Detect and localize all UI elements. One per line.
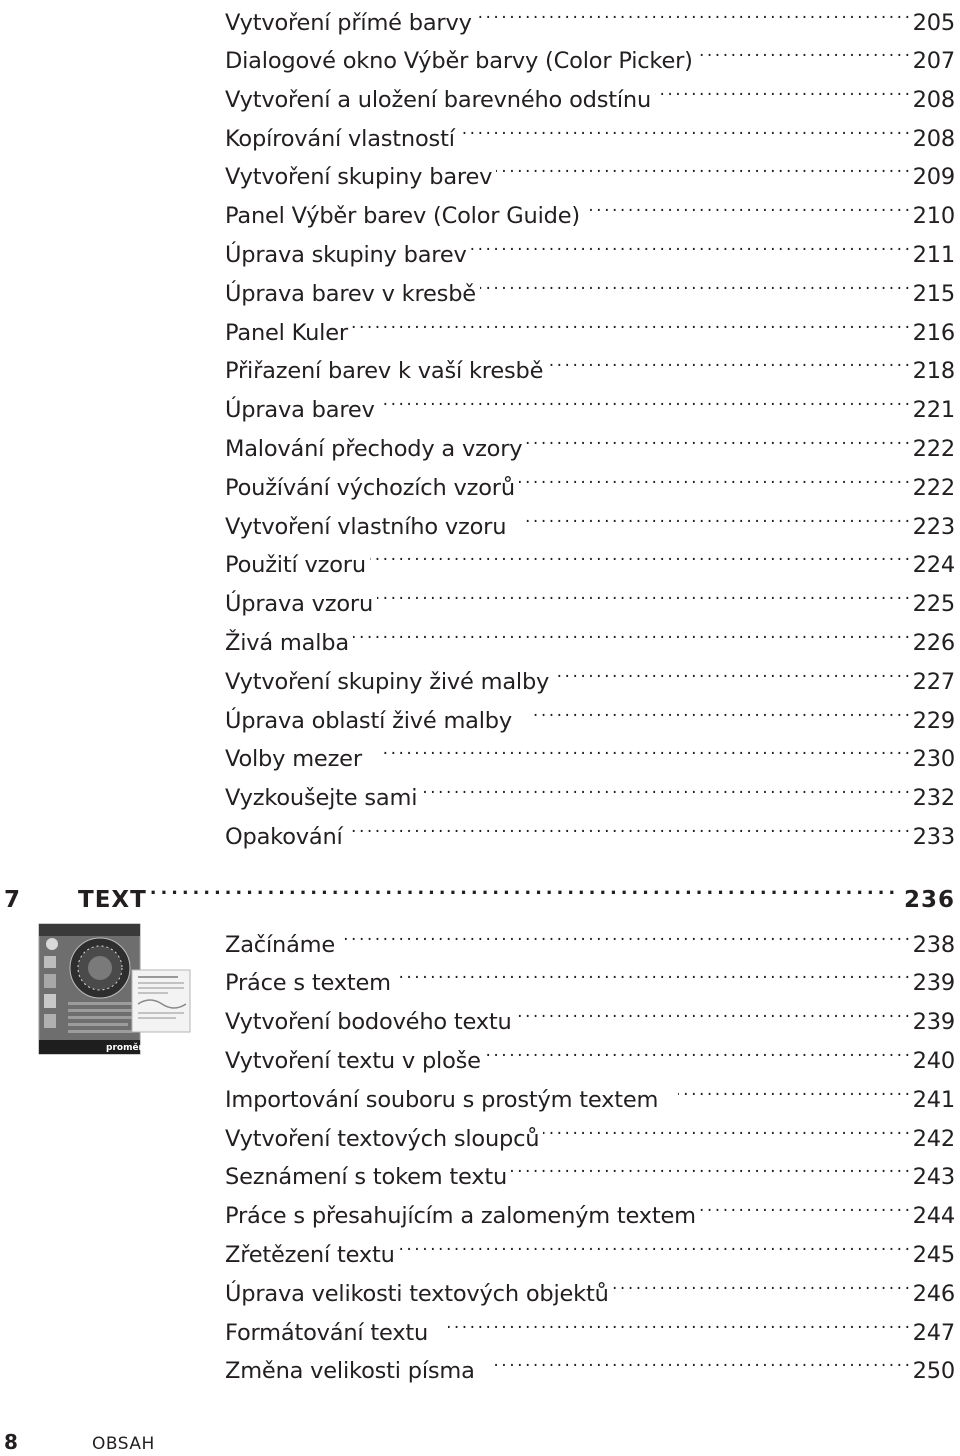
toc-entry[interactable]: [225, 577, 955, 617]
dot-leader: [584, 189, 911, 223]
toc-entry[interactable]: [225, 1112, 955, 1152]
dot-leader: [547, 344, 910, 378]
dot-leader: [149, 871, 896, 907]
dot-leader: [678, 1073, 910, 1107]
toc-entry-title: Vytvoření textových sloupců: [225, 1126, 540, 1152]
footer-section-label: OBSAH: [92, 1434, 155, 1454]
toc-entry[interactable]: [225, 0, 955, 36]
toc-entry-page: 244: [912, 1203, 955, 1229]
toc-entry-page: 218: [912, 358, 955, 384]
toc-entry-title: Úprava vzoru: [225, 591, 374, 617]
toc-entry-title: Vytvoření a uložení barevného odstínu: [225, 87, 652, 113]
toc-entry-page: 239: [912, 970, 955, 996]
dot-leader: [347, 810, 911, 844]
toc-entry-title: Vytvoření přímé barvy: [225, 10, 472, 36]
toc-entry-title: Živá malba: [225, 630, 349, 656]
dot-leader: [613, 1267, 911, 1301]
toc-entry-title: Malování přechody a vzory: [225, 436, 523, 462]
dot-leader: [353, 616, 911, 650]
toc-entry-page: 238: [912, 932, 955, 958]
toc-entry[interactable]: [225, 461, 955, 501]
toc-entry-page: 222: [912, 475, 955, 501]
dot-leader: [519, 461, 911, 495]
toc-entry-page: 245: [912, 1242, 955, 1268]
toc-entry[interactable]: [225, 73, 955, 113]
dot-leader: [480, 267, 911, 301]
toc-entry[interactable]: [225, 1189, 955, 1229]
toc-entry[interactable]: [225, 995, 955, 1035]
toc-entry-page: 243: [912, 1164, 955, 1190]
toc-entry-title: Importování souboru s prostým textem: [225, 1087, 659, 1113]
toc-entry[interactable]: [225, 732, 955, 772]
toc-entry-title: Úprava barev: [225, 397, 375, 423]
dot-leader: [532, 694, 911, 728]
toc-entry[interactable]: [225, 538, 955, 578]
toc-entry-page: 209: [912, 164, 955, 190]
toc-entry-title: Začínáme: [225, 932, 336, 958]
toc-entry-page: 224: [912, 552, 955, 578]
toc-entry[interactable]: [225, 34, 955, 74]
toc-entry-page: 240: [912, 1048, 955, 1074]
toc-entry[interactable]: [225, 655, 955, 695]
toc-entry-page: 250: [912, 1358, 955, 1384]
toc-entry-title: Použití vzoru: [225, 552, 366, 578]
toc-entry-page: 210: [912, 203, 955, 229]
toc-entry[interactable]: [225, 694, 955, 734]
toc-entry-page: 229: [912, 708, 955, 734]
toc-entry-title: Kopírování vlastností: [225, 126, 455, 152]
dot-leader: [697, 34, 911, 68]
toc-entry-page: 239: [912, 1009, 955, 1035]
toc-entry-title: Úprava velikosti textových objektů: [225, 1281, 609, 1307]
toc-entry-title: Úprava oblastí živé malby: [225, 708, 513, 734]
dot-leader: [459, 112, 911, 146]
toc-entry-page: 207: [912, 48, 955, 74]
toc-entry-page: 227: [912, 669, 955, 695]
dot-leader: [553, 655, 910, 689]
page-footer: [0, 1430, 155, 1456]
toc-entry[interactable]: [225, 306, 955, 346]
toc-entry-page: 208: [912, 87, 955, 113]
toc-entry[interactable]: [225, 1073, 955, 1113]
dot-leader: [476, 0, 911, 30]
dot-leader: [399, 1228, 911, 1262]
dot-leader: [511, 1150, 911, 1184]
toc-entry-title: Opakování: [225, 824, 343, 850]
toc-entry-page: 242: [912, 1126, 955, 1152]
toc-entry-title: Panel Kuler: [225, 320, 348, 346]
toc-entry[interactable]: [225, 771, 955, 811]
toc-entry-title: Úprava skupiny barev: [225, 242, 467, 268]
toc-entry-title: Panel Výběr barev (Color Guide): [225, 203, 580, 229]
toc-entry[interactable]: [225, 344, 955, 384]
toc-entry[interactable]: [225, 956, 955, 996]
dot-leader: [379, 383, 911, 417]
dot-leader: [339, 918, 911, 952]
toc-entry-page: 215: [912, 281, 955, 307]
toc-entry-page: 208: [912, 126, 955, 152]
toc-entry[interactable]: [225, 1150, 955, 1190]
toc-entry-title: Vytvoření skupiny barev: [225, 164, 493, 190]
dot-leader: [352, 306, 911, 340]
toc-entry-title: Práce s přesahujícím a zalomeným textem: [225, 1203, 696, 1229]
toc-entry-page: 233: [912, 824, 955, 850]
toc-entry[interactable]: [225, 228, 955, 268]
chapter-title: TEXT: [78, 887, 147, 913]
toc-entry-title: Seznámení s tokem textu: [225, 1164, 508, 1190]
dot-leader: [516, 995, 911, 1029]
toc-entry[interactable]: [225, 150, 955, 190]
toc-entry[interactable]: [225, 189, 955, 229]
toc-entry-title: Vytvoření textu v ploše: [225, 1048, 481, 1074]
toc-entry-page: 241: [912, 1087, 955, 1113]
toc-entry-page: 230: [912, 746, 955, 772]
dot-leader: [655, 73, 911, 107]
toc-entry-title: Vytvoření vlastního vzoru: [225, 514, 507, 540]
toc-entry[interactable]: [225, 267, 955, 307]
dot-leader: [395, 956, 911, 990]
toc-entry[interactable]: [225, 616, 955, 656]
footer-page-number: 8: [4, 1430, 18, 1454]
toc-entry-title: Přiřazení barev k vaší kresbě: [225, 358, 544, 384]
dot-leader: [526, 500, 910, 534]
toc-entry-page: 223: [912, 514, 955, 540]
toc-entry[interactable]: [225, 810, 955, 850]
chapter-thumbnail-image: [38, 922, 192, 1058]
dot-leader: [543, 1112, 910, 1146]
toc-entry-title: Úprava barev v kresbě: [225, 281, 476, 307]
toc-entry-page: 232: [912, 785, 955, 811]
dot-leader: [485, 1034, 911, 1068]
toc-entry[interactable]: [225, 422, 955, 462]
toc-entry-page: 225: [912, 591, 955, 617]
toc-entry[interactable]: [225, 1034, 955, 1074]
dot-leader: [448, 1306, 911, 1340]
toc-entry-page: 205: [912, 10, 955, 36]
dot-leader: [496, 150, 910, 184]
toc-entry-title: Dialogové okno Výběr barvy (Color Picker): [225, 48, 693, 74]
toc-entry-title: Volby mezer: [225, 746, 362, 772]
toc-entry-title: Změna velikosti písma: [225, 1358, 475, 1384]
chapter-heading[interactable]: [0, 871, 955, 913]
toc-entry[interactable]: [225, 1267, 955, 1307]
thumbnail-word: proměna: [106, 1043, 152, 1053]
toc-entry-page: 216: [912, 320, 955, 346]
toc-entry[interactable]: [225, 918, 955, 958]
toc-entry-page: 211: [912, 242, 955, 268]
toc-entry[interactable]: [225, 1306, 955, 1346]
toc-entry[interactable]: [225, 1344, 955, 1384]
toc-entry-title: Formátování textu: [225, 1320, 429, 1346]
toc-entry[interactable]: [225, 112, 955, 152]
toc-entry-page: 247: [912, 1320, 955, 1346]
toc-entry[interactable]: [225, 500, 955, 540]
toc-entry-title: Vytvoření skupiny živé malby: [225, 669, 550, 695]
toc-entry[interactable]: [225, 383, 955, 423]
chapter-page: 236: [903, 887, 955, 913]
dot-leader: [382, 732, 911, 766]
toc-entry-title: Práce s textem: [225, 970, 391, 996]
toc-entry-page: 226: [912, 630, 955, 656]
toc-entry-page: 222: [912, 436, 955, 462]
toc-entry-page: 246: [912, 1281, 955, 1307]
dot-leader: [377, 577, 911, 611]
toc-entry-title: Používání výchozích vzorů: [225, 475, 515, 501]
toc-entry[interactable]: [225, 1228, 955, 1268]
toc-entry-title: Zřetězení textu: [225, 1242, 395, 1268]
dot-leader: [421, 771, 910, 805]
toc-entry-page: 221: [912, 397, 955, 423]
chapter-number: 7: [4, 887, 21, 913]
dot-leader: [370, 538, 911, 572]
dot-leader: [526, 422, 910, 456]
dot-leader: [495, 1344, 911, 1378]
dot-leader: [700, 1189, 911, 1223]
toc-entry-title: Vytvoření bodového textu: [225, 1009, 512, 1035]
dot-leader: [471, 228, 911, 262]
toc-entry-title: Vyzkoušejte sami: [225, 785, 418, 811]
